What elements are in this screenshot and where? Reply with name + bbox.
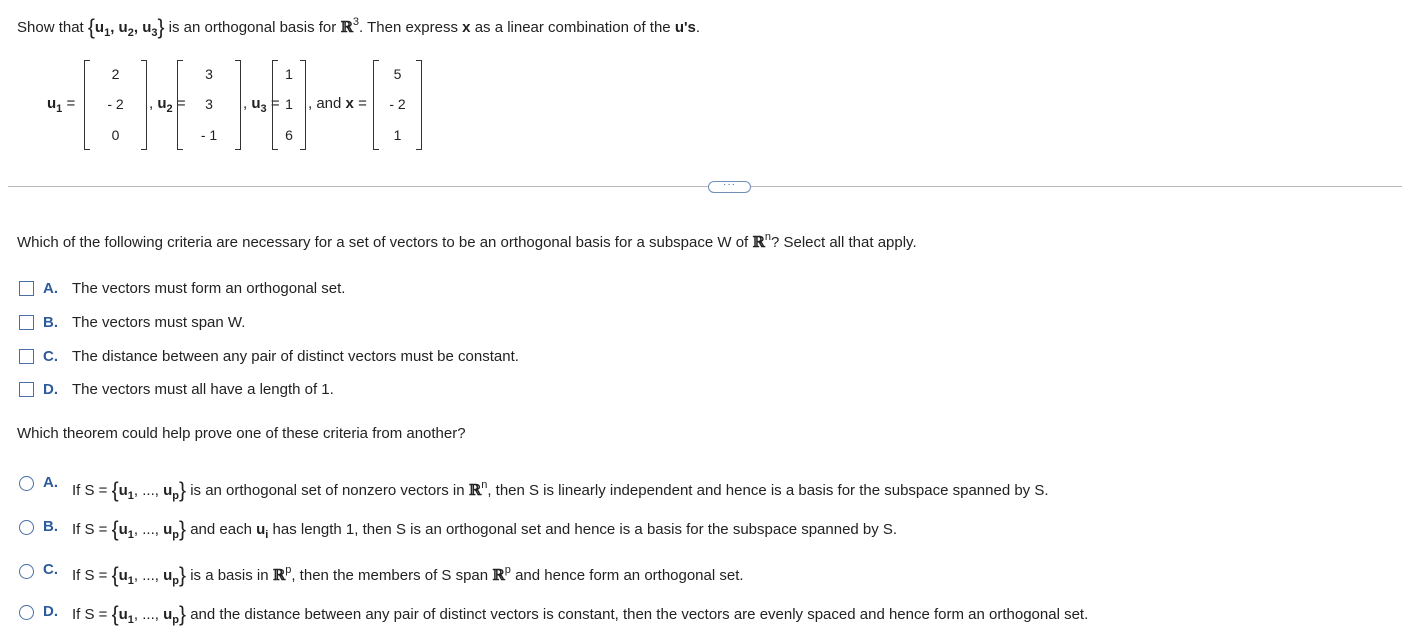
u2-entry-2: 3 <box>205 96 213 112</box>
q1-checkbox-c[interactable] <box>19 349 34 364</box>
x-entry-2: - 2 <box>389 96 406 112</box>
u1-vector <box>84 60 147 150</box>
section-divider <box>8 186 1402 187</box>
x-vector <box>373 60 422 150</box>
u1-label: $u_1$ = <box>47 95 76 115</box>
q1-checkbox-d[interactable] <box>19 382 34 397</box>
u3-entry-3: 6 <box>285 127 293 143</box>
u3-vector <box>272 60 306 150</box>
set-u1: $u_1$, $u_2$, $u_3$ <box>94 19 158 39</box>
q2-radio-a[interactable] <box>19 476 34 491</box>
problem-statement <box>17 16 700 40</box>
mid-text: is an orthogonal basis for <box>168 19 337 36</box>
q1-option-a-text[interactable]: The vectors must form an orthogonal set. <box>72 280 346 297</box>
q2-radio-c[interactable] <box>19 564 34 579</box>
q2-option-b-text[interactable]: If $S = \{u_1$, ..., $u_p$} and each $u_i$ has length 1, then S is an orthogonal set and hence is a basis for the subspace spanned by S. <box>72 518 898 541</box>
q1-checkbox-a[interactable] <box>19 281 34 296</box>
u3-entry-2: 1 <box>285 96 293 112</box>
r3-exponent: 3 <box>352 16 360 28</box>
u2-label: , $u_2$ = <box>149 95 186 115</box>
u2-vector <box>177 60 241 150</box>
q2-option-a-text[interactable]: If $S = \{u_1$, ..., $u_p$} is an orthogonal set of nonzero vectors in ℝ$^n$, then S is linearly independent and hence is a basis for the subspace spanned by S. <box>72 479 1049 502</box>
u3-label: , $u_3$ = <box>243 95 280 115</box>
q2-letter-b: B. <box>43 518 58 535</box>
q1-option-c-text[interactable]: The distance between any pair of distinct vectors must be constant. <box>72 348 519 365</box>
q2-letter-c: C. <box>43 561 58 578</box>
q2-option-d-text[interactable]: If $S = \{u_1$, ..., $u_p$} and the distance between any pair of distinct vectors is constant, then the vectors are evenly spaced and hence form an orthogonal set. <box>72 603 1089 626</box>
u2-entry-3: - 1 <box>200 127 218 143</box>
q2-radio-b[interactable] <box>19 520 34 535</box>
q2-radio-d[interactable] <box>19 605 34 620</box>
intro-text: Show that <box>17 19 84 36</box>
q2-letter-a: A. <box>43 474 58 491</box>
period: . <box>695 19 701 36</box>
q2-prompt: Which theorem could help prove one of these criteria from another? <box>17 425 466 442</box>
q1-checkbox-b[interactable] <box>19 315 34 330</box>
q1-prompt: Which of the following criteria are necessary for a set of vectors to be an orthogonal basis for a subspace W of ℝ$^n$? Select all that apply. <box>17 231 917 251</box>
more-button[interactable]: ··· <box>708 181 751 193</box>
x-bold: x <box>462 19 471 36</box>
u1-entry-1: 2 <box>111 66 120 82</box>
x-label: , and x = <box>308 95 367 112</box>
then-text: . Then express <box>359 19 458 36</box>
q1-letter-b: B. <box>43 314 58 331</box>
as-text: as a linear combination of the <box>474 19 671 36</box>
u2-entry-1: 3 <box>205 66 213 82</box>
q1-option-b-text[interactable]: The vectors must span W. <box>72 314 246 331</box>
q1-letter-a: A. <box>43 280 58 297</box>
u1-entry-3: 0 <box>111 127 120 143</box>
r3-symbol: ℝ <box>340 18 353 36</box>
open-brace: { <box>87 16 95 39</box>
q1-letter-c: C. <box>43 348 58 365</box>
u3-entry-1: 1 <box>285 66 293 82</box>
x-entry-3: 1 <box>393 127 402 143</box>
us-bold: u's <box>674 19 696 36</box>
u1-entry-2: - 2 <box>107 96 124 112</box>
x-entry-1: 5 <box>393 66 402 82</box>
q1-letter-d: D. <box>43 381 58 398</box>
q1-option-d-text[interactable]: The vectors must all have a length of 1. <box>72 381 334 398</box>
q2-letter-d: D. <box>43 603 58 620</box>
close-brace: } <box>157 16 165 39</box>
q2-option-c-text[interactable]: If $S = \{u_1$, ..., $u_p$} is a basis in ℝ$^p$, then the members of S span ℝ$^p$ and hence form an orthogonal set. <box>72 564 744 587</box>
